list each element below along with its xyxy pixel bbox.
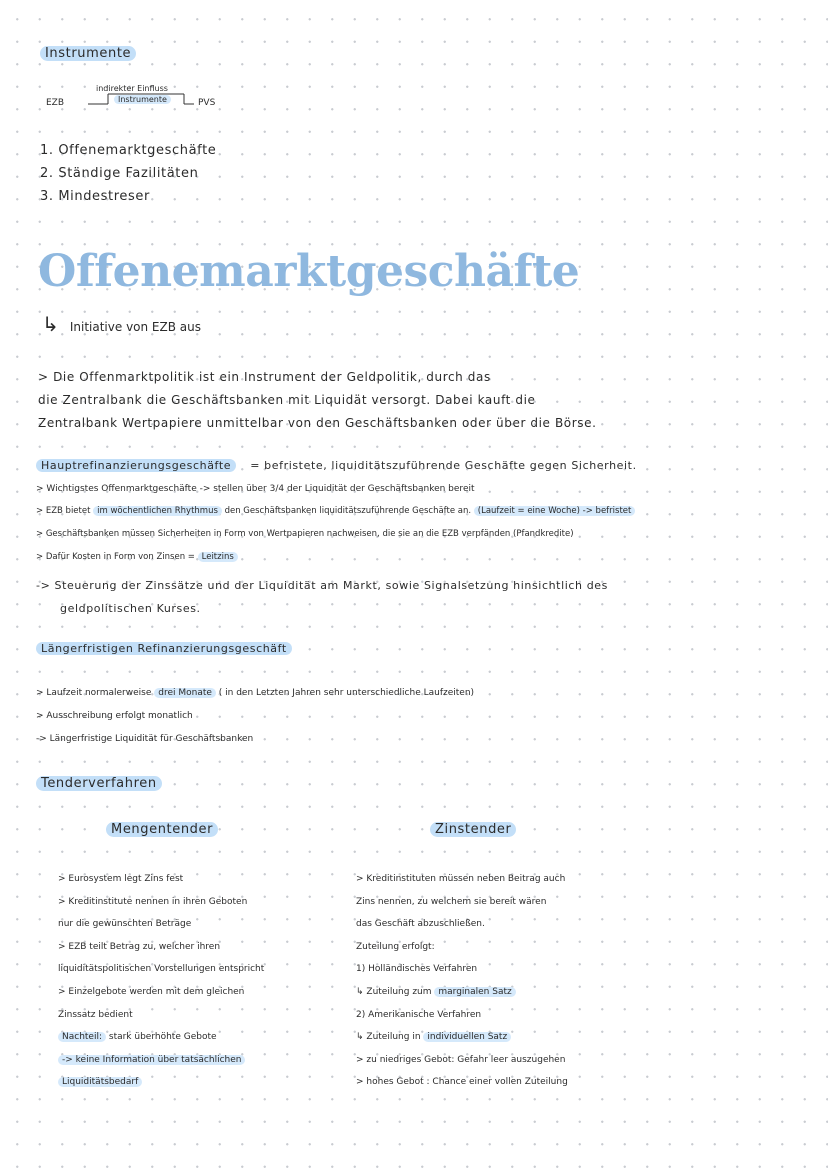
return-arrow-icon: ↳ (42, 312, 59, 336)
initiative-text: Initiative von EZB aus (69, 320, 201, 334)
diagram-left-label: EZB (46, 98, 65, 108)
list-item: > Einzelgebote werden mit dem gleichen (58, 986, 245, 997)
list-item: > Kreditinstitute nennen in ihren Geboten (58, 896, 248, 907)
hrg-definition: = befristete, liquiditätszuführende Geschäfte gegen Sicherheit. (250, 459, 637, 472)
instrument-item: 1. Offenemarktgeschäfte (40, 143, 217, 158)
leitzins-highlight: Leitzins (198, 552, 238, 562)
tender-heading: Tenderverfahren (36, 776, 162, 791)
list-item (58, 1071, 264, 1094)
omp-definition (38, 366, 597, 435)
list-item: nur die gewünschten Beträge (58, 919, 192, 930)
laufzeit-highlight: (Laufzeit = eine Woche) -> befristet (474, 506, 636, 516)
mengentender-list (58, 868, 264, 1094)
diagram-top-label: indirekter Einfluss (96, 84, 168, 93)
individual-rate-highlight: individuellen Satz (423, 1032, 511, 1042)
list-item: ↳ Zuteilung zum marginalen Satz (356, 981, 568, 1004)
list-item: > hohes Gebot : Chance einer vollen Zuteilung (356, 1077, 568, 1088)
drei-monate-highlight: drei Monate (154, 688, 216, 698)
diagram-connector-lines (46, 82, 236, 116)
zinstender-heading: Zinstender (430, 822, 516, 837)
list-item: ↳ Zuteilung in individuellen Satz (356, 1026, 568, 1049)
weekly-rhythm-highlight: im wöchentlichen Rhythmus (93, 506, 222, 516)
instruments-heading: Instrumente (40, 46, 136, 61)
list-item: > Eurosystem legt Zins fest (58, 874, 184, 884)
list-item: -> keine Information über tatsächlichen (58, 1049, 264, 1072)
marginal-rate-highlight: marginalen Satz (434, 987, 515, 997)
initiative-line (42, 312, 201, 336)
list-item: > zu niedriges Gebot: Gefahr leer auszugehen (356, 1054, 566, 1065)
zinstender-list (356, 868, 568, 1094)
diagram-middle-label: Instrumente (114, 95, 171, 104)
list-item: das Geschäft abzuschließen. (356, 919, 485, 930)
definition-line: die Zentralbank die Geschäftsbanken mit Liquidät versorgt. Dabei kauft die (38, 393, 536, 407)
hrg-line: > EZB bietet im wöchentlichen Rhythmus den Geschäftsbanken liquiditätszuführende Geschäfte an. (Laufzeit = eine Woche) -> befristet (36, 506, 635, 516)
list-item: 2) Amerikanische Verfahren (356, 1009, 482, 1020)
hrg-line: > Geschäftsbanken müssen Sicherheiten in Form von Wertpapieren nachweisen, die sie an die EZB verpfänden (Pfandkredite) (36, 529, 574, 539)
hrg-line: > Dafür Kosten in Form von Zinsen = Leitzins (36, 552, 238, 562)
list-item: > EZB teilt Betrag zu, welcher ihren (58, 941, 221, 952)
hrg-line: > Wichtigstes Offenmarktgeschäfte -> stellen über 3/4 der Liquidität der Geschäftsbanken bereit (36, 484, 475, 494)
bedarf-highlight: Liquiditätsbedarf (58, 1077, 142, 1087)
lrg-line: > Ausschreibung erfolgt monatlich (36, 711, 193, 721)
instrument-item: 2. Ständige Fazilitäten (40, 166, 199, 181)
lrg-heading: Längerfristigen Refinanzierungsgeschäft (36, 642, 292, 655)
list-item: Zins nennen, zu welchem sie bereit wären (356, 896, 547, 907)
list-item: Zinssatz bedient (58, 1009, 133, 1020)
lrg-line: > Laufzeit normalerweise drei Monate ( in den Letzten Jahren sehr unterschiedliche Laufzeiten) (36, 688, 475, 698)
list-item: Nachteil: stark überhöhte Gebote (58, 1026, 264, 1049)
list-item: 1) Holländisches Verfahren (356, 964, 478, 975)
page-title: Offenemarktgeschäfte (38, 246, 580, 297)
ezb-pvs-diagram (46, 82, 236, 116)
hrg-conclusion: -> Steuerung der Zinssätze und der Liquidität am Markt, sowie Signalsetzung hinsichtlich des geldpolitischen Kurses. (36, 579, 608, 615)
diagram-right-label: PVS (198, 98, 216, 108)
mengentender-heading: Mengentender (106, 822, 218, 837)
instrument-item: 3. Mindestreser (40, 189, 150, 204)
list-item: Zuteilung erfolgt: (356, 941, 435, 952)
hrg-term-line (36, 459, 637, 472)
list-item: liquiditätspolitischen Vorstellungen entspricht (58, 964, 265, 975)
instruments-list (40, 139, 216, 208)
lrg-line: -> Längerfristige Liquidität für Geschäftsbanken (36, 734, 254, 744)
list-item: > Kreditinstituten müssen neben Beitrag auch (356, 874, 566, 884)
nachteil-label: Nachteil: (58, 1032, 106, 1042)
hrg-term: Hauptrefinanzierungsgeschäfte (36, 459, 236, 472)
definition-line: Zentralbank Wertpapiere unmittelbar von den Geschäftsbanken oder über die Börse. (38, 416, 597, 430)
definition-line: > Die Offenmarktpolitik ist ein Instrument der Geldpolitik, durch das (38, 370, 491, 384)
